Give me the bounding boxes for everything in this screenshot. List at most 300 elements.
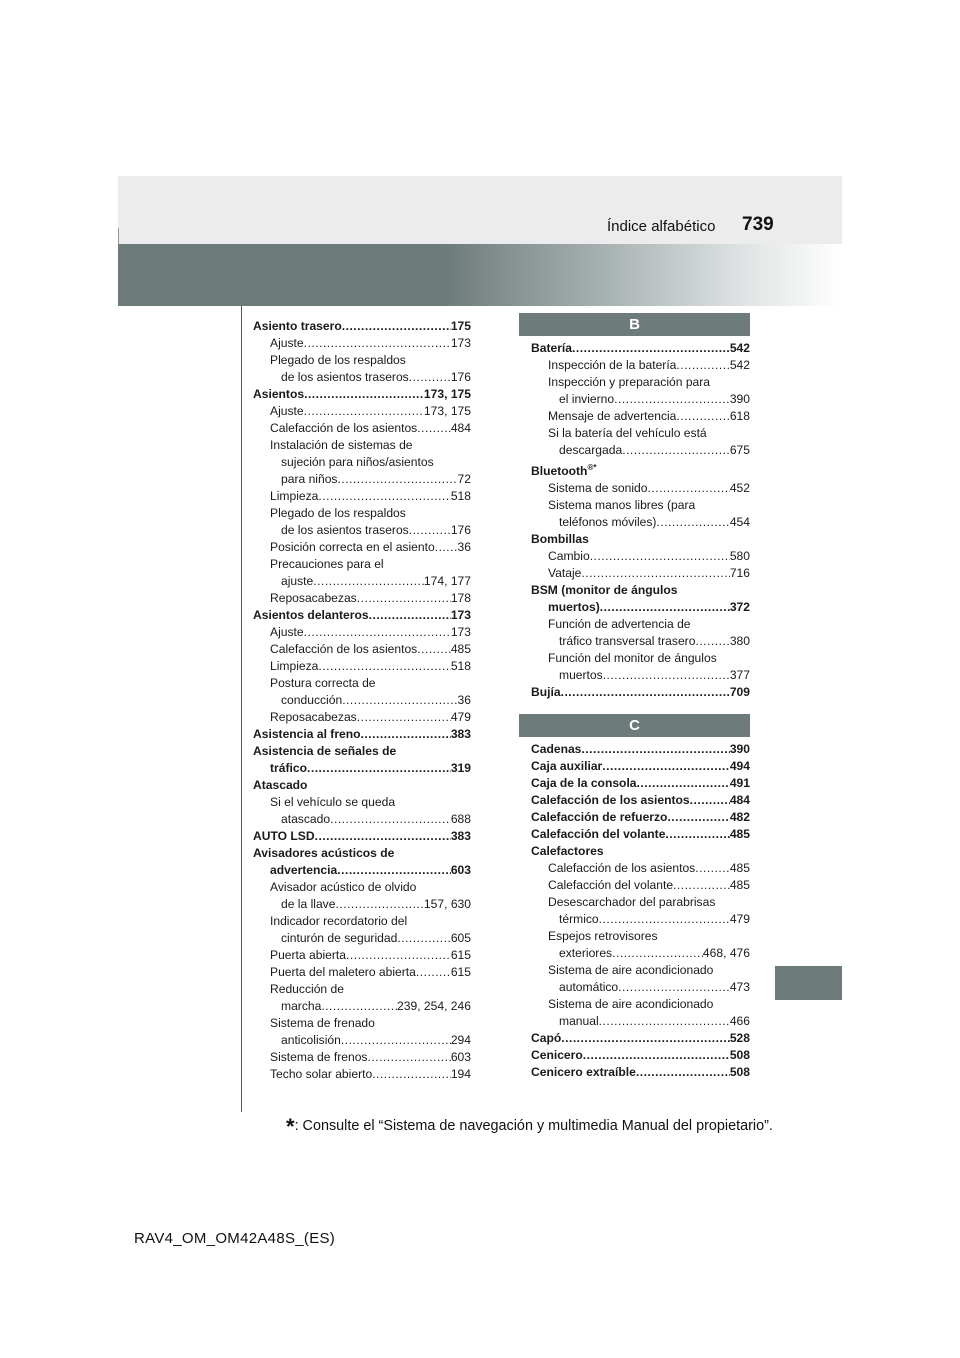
index-entry-text: Asientos delanteros — [253, 608, 369, 622]
index-entry-text: Reposacabezas — [270, 710, 357, 724]
index-entry-text: para niños — [281, 472, 338, 486]
dot-leader — [581, 741, 729, 758]
dot-leader — [341, 1032, 451, 1049]
index-entry — [253, 709, 471, 726]
index-line-text: Función de advertencia de — [548, 617, 691, 632]
dot-leader — [304, 403, 424, 420]
index-entry — [531, 357, 750, 374]
index-entry-page: 173 — [450, 608, 471, 622]
dot-leader — [656, 514, 729, 531]
index-entry-text: tráfico transversal trasero — [559, 634, 696, 649]
index-entry-text: Cambio — [548, 549, 590, 564]
dot-leader — [637, 775, 730, 792]
index-entry-text: Puerta del maletero abierta — [270, 965, 416, 979]
index-line-text: Sistema de aire acondicionado — [548, 963, 714, 977]
dot-leader — [330, 811, 451, 828]
footnote-marker: * — [286, 1114, 295, 1139]
index-entry — [253, 420, 471, 437]
index-entry-page: 380 — [729, 634, 750, 649]
dot-leader — [416, 964, 451, 981]
index-entry-page: 484 — [450, 421, 471, 435]
index-entry-text: teléfonos móviles) — [559, 515, 657, 530]
index-entry — [253, 896, 471, 913]
index-line-text: Plegado de los respaldos — [270, 353, 406, 367]
index-entry-text: Batería — [531, 341, 573, 355]
index-entry — [531, 408, 750, 425]
index-line — [531, 843, 750, 860]
index-entry — [531, 945, 750, 962]
index-line — [253, 556, 471, 573]
index-line-text: Sistema de frenado — [270, 1016, 375, 1030]
index-entry — [531, 340, 750, 357]
index-entry — [253, 862, 471, 879]
index-line-text: Bluetooth — [531, 464, 588, 479]
index-entry-text: de la llave — [281, 897, 336, 911]
index-entry-page: 157, 630 — [423, 897, 471, 911]
dot-leader — [561, 1030, 730, 1047]
index-line — [531, 497, 750, 514]
index-entry-text: Calefacción de los asientos — [531, 793, 690, 807]
index-entry — [253, 522, 471, 539]
dot-leader — [335, 896, 423, 913]
index-entry-page: 176 — [450, 523, 471, 537]
index-entry — [531, 741, 750, 758]
index-entry-page: 383 — [450, 829, 471, 843]
index-entry-text: Caja auxiliar — [531, 759, 603, 773]
index-entry-page: 518 — [450, 489, 471, 503]
dot-leader — [690, 792, 730, 809]
dot-leader — [304, 335, 451, 352]
index-line-text: Inspección y preparación para — [548, 375, 711, 389]
index-entry-page: 175 — [450, 319, 471, 333]
dot-leader — [409, 522, 451, 539]
dot-leader — [417, 641, 451, 658]
index-entry-page: 688 — [450, 812, 471, 826]
index-entry-page: 36 — [457, 540, 471, 554]
index-entry — [253, 828, 471, 845]
index-entry-text: Sistema de sonido — [548, 481, 648, 496]
dot-leader — [337, 471, 457, 488]
index-entry-page: 709 — [729, 685, 750, 700]
index-entry-text: Mensaje de advertencia — [548, 409, 677, 423]
index-entry-page: 390 — [729, 742, 750, 756]
index-line — [253, 879, 471, 896]
index-entry-text: Calefacción del volante — [531, 827, 666, 841]
dot-leader — [676, 357, 729, 374]
index-entry-page: 390 — [729, 392, 750, 406]
index-entry-text: Techo solar abierto — [270, 1067, 373, 1081]
index-line-text: Plegado de los respaldos — [270, 506, 406, 520]
dot-leader — [318, 658, 450, 675]
index-entry — [531, 442, 750, 459]
dot-leader — [337, 862, 451, 879]
index-entry-text: Asiento trasero — [253, 319, 342, 333]
index-entry — [253, 539, 471, 556]
index-entry — [253, 760, 471, 777]
index-entry — [253, 692, 471, 709]
index-entry-page: 239, 254, 246 — [397, 999, 471, 1013]
dot-leader — [304, 624, 451, 641]
index-entry — [253, 930, 471, 947]
index-entry — [531, 480, 750, 497]
index-entry-text: tráfico — [270, 761, 307, 775]
index-entry — [253, 607, 471, 624]
dot-leader — [602, 758, 730, 775]
index-entry — [531, 391, 750, 408]
index-entry-text: conducción — [281, 693, 343, 707]
index-entry-page: 178 — [450, 591, 471, 605]
index-entry-text: Calefacción de los asientos — [548, 861, 696, 875]
dot-leader — [599, 1013, 730, 1030]
index-line — [531, 374, 750, 391]
index-entry-page: 319 — [450, 761, 471, 775]
index-entry — [531, 860, 750, 877]
superscript-mark: ®* — [587, 463, 597, 472]
index-line-text: Función del monitor de ángulos — [548, 651, 717, 666]
index-entry — [253, 658, 471, 675]
dot-leader — [357, 709, 451, 726]
index-entry — [253, 947, 471, 964]
index-entry — [253, 998, 471, 1015]
index-entry — [531, 565, 750, 582]
index-line — [531, 650, 750, 667]
index-line-text: Reducción de — [270, 982, 344, 996]
index-entry-text: manual — [559, 1014, 599, 1028]
index-line-text: Precauciones para el — [270, 557, 384, 571]
index-entry-text: Puerta abierta — [270, 948, 346, 962]
index-entry-page: 491 — [729, 776, 750, 790]
index-line — [531, 996, 750, 1013]
index-entry-text: ajuste — [281, 574, 314, 588]
index-entry — [253, 964, 471, 981]
index-entry-page: 479 — [729, 912, 750, 926]
index-entry-text: Bujía — [531, 685, 561, 700]
index-entry — [531, 1047, 750, 1064]
dot-leader — [600, 599, 730, 616]
index-entry-text: Sistema de frenos — [270, 1050, 368, 1064]
index-line-text: Asistencia de señales de — [253, 744, 397, 758]
index-entry-page: 494 — [729, 759, 750, 773]
index-entry-text: Vataje — [548, 566, 582, 581]
index-line-text: Indicador recordatorio del — [270, 914, 408, 928]
index-entry — [253, 386, 471, 403]
dot-leader — [599, 911, 730, 928]
index-entry-text: Cadenas — [531, 742, 582, 756]
index-entry — [531, 599, 750, 616]
index-entry-text: de los asientos traseros — [281, 523, 409, 537]
index-line-text: Avisador acústico de olvido — [270, 880, 417, 894]
index-entry-page: 466 — [729, 1014, 750, 1028]
index-entry — [531, 826, 750, 843]
dot-leader — [612, 945, 703, 962]
page-number: 739 — [742, 214, 774, 235]
section-tab-bar — [118, 244, 842, 306]
index-line-text: Sistema manos libres (para — [548, 498, 696, 513]
index-entry-page: 605 — [450, 931, 471, 945]
dot-leader — [673, 877, 730, 894]
index-entry-text: descargada — [559, 443, 623, 457]
index-entry — [253, 624, 471, 641]
index-entry-page: 615 — [450, 948, 471, 962]
index-entry-page: 508 — [729, 1048, 750, 1062]
index-entry-text: Capó — [531, 1031, 562, 1045]
chapter-side-tab — [775, 966, 842, 1000]
index-section-b — [531, 340, 750, 701]
index-entry-page: 479 — [450, 710, 471, 724]
index-entry-text: muertos) — [548, 600, 600, 615]
index-entry — [531, 684, 750, 701]
index-entry-page: 468, 476 — [702, 946, 750, 960]
index-line — [531, 582, 750, 599]
index-entry-page: 618 — [729, 409, 750, 423]
index-line-text: BSM (monitor de ángulos — [531, 583, 678, 598]
dot-leader — [369, 607, 451, 624]
dot-leader — [435, 539, 458, 556]
index-entry-page: 485 — [450, 642, 471, 656]
index-entry — [253, 811, 471, 828]
index-entry-page: 603 — [450, 1050, 471, 1064]
index-entry-page: 716 — [729, 566, 750, 581]
index-entry-text: Limpieza — [270, 659, 319, 673]
index-entry-text: Cenicero extraíble — [531, 1065, 636, 1079]
index-entry-text: el invierno — [559, 392, 615, 406]
dot-leader — [307, 760, 451, 777]
index-entry — [531, 514, 750, 531]
index-line — [531, 531, 750, 548]
index-entry-text: de los asientos traseros — [281, 370, 409, 384]
index-line — [253, 794, 471, 811]
index-entry-text: advertencia — [270, 863, 338, 877]
dot-leader — [321, 998, 397, 1015]
index-entry-page: 173, 175 — [423, 387, 471, 401]
dot-leader — [665, 826, 729, 843]
index-entry-text: exteriores — [559, 946, 613, 960]
index-entry-page: 508 — [729, 1065, 750, 1079]
index-entry — [531, 911, 750, 928]
dot-leader — [313, 573, 424, 590]
index-column-left — [253, 318, 471, 1083]
index-entry-page: 603 — [450, 863, 471, 877]
index-entry-page: 473 — [729, 980, 750, 994]
index-line — [253, 675, 471, 692]
footnote — [286, 1114, 773, 1140]
dot-leader — [315, 828, 451, 845]
dot-leader — [648, 480, 730, 497]
index-entry — [531, 1064, 750, 1081]
index-entry-page: 174, 177 — [423, 574, 471, 588]
index-entry-text: Calefacción de refuerzo — [531, 810, 668, 824]
index-entry-page: 173 — [450, 625, 471, 639]
dot-leader — [397, 930, 450, 947]
index-entry-page: 542 — [729, 358, 750, 372]
index-entry-page: 482 — [729, 810, 750, 824]
index-entry — [253, 590, 471, 607]
index-line-text: Espejos retrovisores — [548, 929, 658, 943]
index-entry-page: 377 — [729, 668, 750, 683]
document-code: RAV4_OM_OM42A48S_(ES) — [134, 1230, 336, 1247]
index-entry — [531, 809, 750, 826]
index-entry-page: 452 — [729, 481, 750, 496]
index-line — [531, 894, 750, 911]
index-line — [253, 1015, 471, 1032]
header-band — [118, 176, 842, 244]
index-line — [253, 505, 471, 522]
index-entry-text: Calefacción de los asientos — [270, 421, 418, 435]
index-section-c — [531, 741, 750, 1081]
dot-leader — [603, 667, 730, 684]
index-entry-text: anticolisión — [281, 1033, 341, 1047]
column-divider — [241, 306, 242, 1112]
section-header-c: C — [519, 714, 750, 737]
index-entry — [531, 548, 750, 565]
dot-leader — [346, 947, 451, 964]
index-entry-text: Posición correcta en el asiento — [270, 540, 435, 554]
index-line — [531, 425, 750, 442]
index-entry-text: Ajuste — [270, 625, 304, 639]
index-entry — [531, 775, 750, 792]
index-entry — [531, 667, 750, 684]
dot-leader — [561, 684, 730, 701]
dot-leader — [667, 809, 729, 826]
index-entry-page: 518 — [450, 659, 471, 673]
index-entry-page: 485 — [729, 878, 750, 892]
index-entry-text: muertos — [559, 668, 603, 683]
index-entry-page: 580 — [729, 549, 750, 564]
index-entry-text: marcha — [281, 999, 322, 1013]
index-entry — [253, 641, 471, 658]
index-entry-text: AUTO LSD — [253, 829, 315, 843]
index-entry-text: Cenicero — [531, 1048, 583, 1062]
index-entry-text: Inspección de la batería — [548, 358, 677, 372]
dot-leader — [572, 340, 730, 357]
index-line-text: sujeción para niños/asientos — [281, 455, 434, 469]
dot-leader — [583, 1047, 730, 1064]
index-entry-text: Calefacción del volante — [548, 878, 674, 892]
dot-leader — [342, 692, 457, 709]
footnote-text: : Consulte el “Sistema de navegación y multimedia Manual del propietario”. — [294, 1118, 773, 1134]
dot-leader — [342, 318, 451, 335]
dot-leader — [636, 1064, 730, 1081]
index-entry-text: Limpieza — [270, 489, 319, 503]
index-entry — [253, 726, 471, 743]
index-entry-text: térmico — [559, 912, 599, 926]
index-entry-page: 675 — [729, 443, 750, 457]
index-line-text: Bombillas — [531, 532, 589, 547]
dot-leader — [695, 860, 730, 877]
index-entry-text: automático — [559, 980, 619, 994]
page-title: Índice alfabético — [607, 218, 716, 235]
index-entry — [531, 979, 750, 996]
index-entry-text: cinturón de seguridad — [281, 931, 398, 945]
index-line — [531, 459, 750, 480]
index-entry — [253, 488, 471, 505]
dot-leader — [581, 565, 729, 582]
index-line — [253, 743, 471, 760]
index-entry — [253, 1032, 471, 1049]
index-line-text: Atascado — [253, 778, 308, 792]
dot-leader — [417, 420, 451, 437]
index-entry-page: 485 — [729, 827, 750, 841]
dot-leader — [590, 548, 730, 565]
index-entry — [253, 335, 471, 352]
index-entry-page: 36 — [457, 693, 471, 707]
index-line — [253, 454, 471, 471]
dot-leader — [304, 386, 424, 403]
index-entry — [531, 1030, 750, 1047]
index-line — [531, 928, 750, 945]
dot-leader — [361, 726, 451, 743]
index-entry — [531, 633, 750, 650]
index-entry — [531, 1013, 750, 1030]
index-entry-page: 528 — [729, 1031, 750, 1045]
index-entry-page: 484 — [729, 793, 750, 807]
index-line — [253, 437, 471, 454]
dot-leader — [695, 633, 729, 650]
index-line-text: Sistema de aire acondicionado — [548, 997, 714, 1011]
index-line-text: Instalación de sistemas de — [270, 438, 413, 452]
index-entry-page: 542 — [729, 341, 750, 355]
dot-leader — [372, 1066, 451, 1083]
index-line — [253, 845, 471, 862]
dot-leader — [409, 369, 451, 386]
index-line-text: Si el vehículo se queda — [270, 795, 396, 809]
index-entry — [253, 1049, 471, 1066]
index-entry-page: 294 — [450, 1033, 471, 1047]
index-entry — [531, 792, 750, 809]
section-header-b: B — [519, 313, 750, 336]
index-line-text: Postura correcta de — [270, 676, 376, 690]
index-entry-page: 615 — [450, 965, 471, 979]
index-entry-text: Ajuste — [270, 336, 304, 350]
index-entry — [253, 1066, 471, 1083]
index-line-text: Avisadores acústicos de — [253, 846, 395, 860]
index-line — [531, 616, 750, 633]
index-line — [253, 777, 471, 794]
index-line — [531, 962, 750, 979]
index-entry — [253, 471, 471, 488]
index-entry-page: 485 — [729, 861, 750, 875]
index-entry-text: Asientos — [253, 387, 305, 401]
index-entry-page: 176 — [450, 370, 471, 384]
index-entry-page: 383 — [450, 727, 471, 741]
index-entry — [253, 369, 471, 386]
index-line — [253, 352, 471, 369]
index-line-text: Desescarchador del parabrisas — [548, 895, 716, 909]
index-line-text: Calefactores — [531, 844, 604, 858]
index-entry-text: Reposacabezas — [270, 591, 357, 605]
index-entry-page: 454 — [729, 515, 750, 530]
index-line — [253, 913, 471, 930]
dot-leader — [622, 442, 730, 459]
index-entry — [531, 877, 750, 894]
index-entry-page: 173, 175 — [423, 404, 471, 418]
dot-leader — [614, 391, 730, 408]
index-entry — [531, 758, 750, 775]
index-entry-page: 173 — [450, 336, 471, 350]
index-entry-page: 372 — [729, 600, 750, 615]
dot-leader — [676, 408, 729, 425]
index-entry-text: Caja de la consola — [531, 776, 637, 790]
index-entry-text: atascado — [281, 812, 331, 826]
index-entry-text: Asistencia al freno — [253, 727, 361, 741]
index-entry — [253, 573, 471, 590]
index-line-text: Si la batería del vehículo está — [548, 426, 707, 440]
dot-leader — [318, 488, 450, 505]
index-entry-text: Ajuste — [270, 404, 304, 418]
index-entry-page: 72 — [457, 472, 471, 486]
index-line — [253, 981, 471, 998]
index-entry — [253, 318, 471, 335]
